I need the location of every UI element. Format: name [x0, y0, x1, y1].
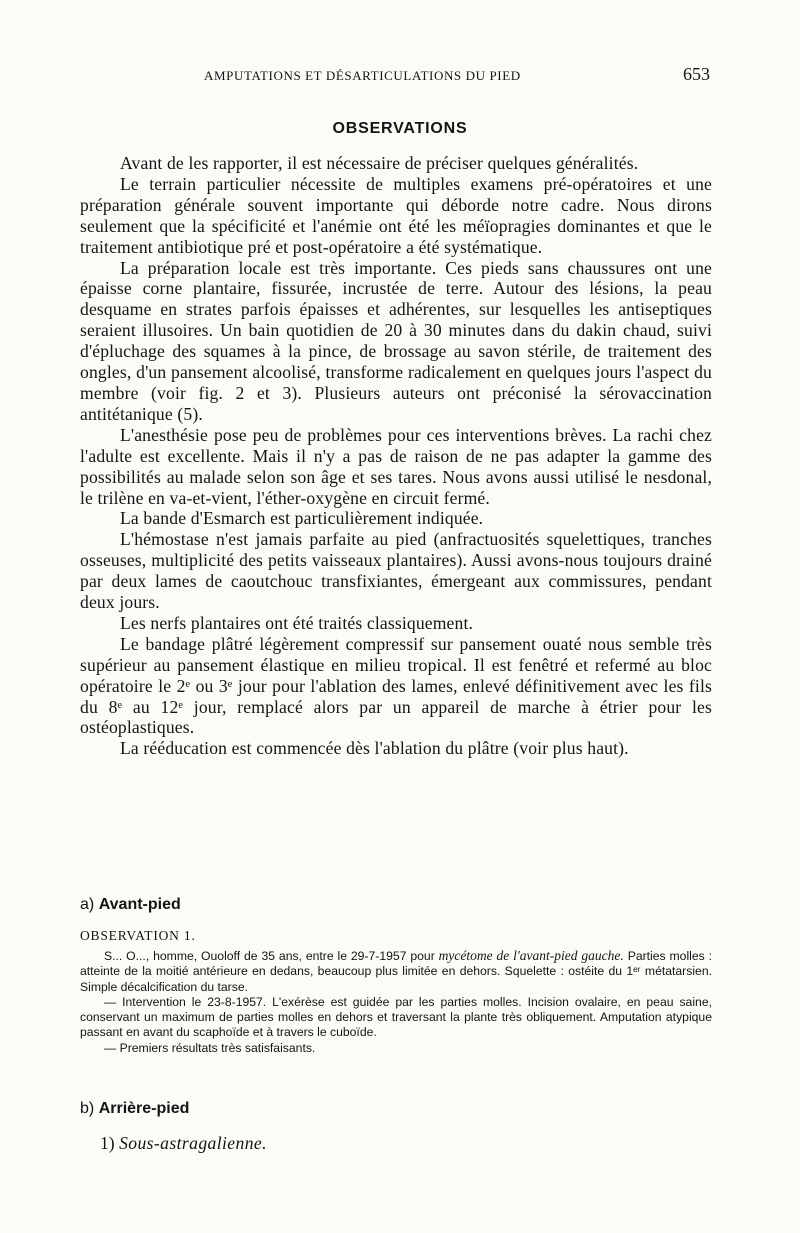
paragraph: La préparation locale est très importante. Ces pieds sans chaussures ont une épaisse corne plantaire, fissurée, incrustée de terre. Autour des lésions, la peau desquame en strates parfois épaisses et adhérentes, sur lesquelles les antiseptiques seraient illusoires. Un bain quotidien de 20 à 30 minutes dans du dakin chaud, suivi d'épluchage des squames à la pince, de brossage au savon stérile, de traitement des ongles, d'un pansement alcoolisé, transforme radicalement en quelques jours l'aspect du membre (voir fig. 2 et 3). Plusieurs auteurs ont préconisé la sérovaccination antitétanique (5). — [80, 257, 712, 424]
section-a-title: Avant-pied — [98, 896, 181, 913]
observation-findings: Parties molles : atteinte de la moitié antérieure en dedans, beaucoup plus limitée en dehors. Squelette : ostéite du 1ᵉʳ métatarsien. Simple décalcification du tarse. — [80, 949, 713, 994]
paragraph: Avant de les rapporter, il est nécessaire de préciser quelques généralités. — [120, 153, 639, 173]
section-b-marker: b) — [80, 1100, 95, 1117]
running-title: AMPUTATIONS ET DÉSARTICULATIONS DU PIED — [204, 68, 521, 83]
section-a-heading — [80, 896, 181, 914]
section-a-marker: a) — [80, 896, 95, 913]
observation-intervention: — Intervention le 23-8-1957. L'exérèse est guidée par les parties molles. Incision ovalaire, en peau saine, conservant un maximum de parties molles en dehors et traversant la plante très obliquement. Amputation atypique passant en avant du scaphoïde et à travers le cuboïde. — [80, 994, 712, 1040]
paragraph: Le terrain particulier nécessite de multiples examens pré-opératoires et une préparation générale souvent importante qui déborde notre cadre. Nous dirons seulement que la spécificité et l'anémie ont été les méïopragies dominantes et que le traitement antibiotique pré et post-opératoire a été systématique. — [80, 173, 712, 257]
paragraph: Les nerfs plantaires ont été traités classiquement. — [120, 612, 474, 633]
paragraph: Le bandage plâtré légèrement compressif sur pansement ouaté nous semble très supérieur au pansement élastique en milieu tropical. Il est fenêtré et refermé au bloc opératoire le 2ᵉ ou 3ᵉ jour pour l'ablation des lames, enlevé définitivement avec les fils du 8ᵉ au 12ᵉ jour, remplacé alors par un appareil de marche à étrier pour les ostéoplastiques. — [80, 633, 712, 738]
subsection-heading — [100, 1133, 267, 1154]
page-number: 653 — [683, 64, 710, 84]
body-text — [80, 153, 712, 759]
observation-text — [80, 948, 712, 1056]
section-b-heading — [80, 1100, 189, 1118]
observation-case — [80, 948, 712, 995]
paragraph: L'anesthésie pose peu de problèmes pour ces interventions brèves. La rachi chez l'adulte est excellente. Mais il n'y a pas de raison de ne pas adapter la gamme des possibilités au malade selon son âge et ses tares. Nous avons aussi utilisé le nesdonal, le trilène en va-et-vient, l'éther-oxygène en circuit fermé. — [80, 424, 712, 508]
observation-label: OBSERVATION 1. — [80, 928, 196, 943]
paragraph: La bande d'Esmarch est particulièrement indiquée. — [120, 508, 484, 529]
observation-diagnosis: mycétome de l'avant-pied gauche. — [438, 948, 624, 963]
paragraph: L'hémostase n'est jamais parfaite au pied (anfractuosités squelettiques, tranches osseuses, multiplicité des petits vaisseaux plantaires). Aussi avons-nous toujours drainé par deux lames de caoutchouc transfixiantes, émergeant aux commissures, pendant deux jours. — [80, 529, 712, 613]
section-b-title: Arrière-pied — [98, 1100, 190, 1117]
observation-intro: S... O..., homme, Ouoloff de 35 ans, entre le 29-7-1957 pour — [104, 949, 435, 963]
paragraph: La rééducation est commencée dès l'ablation du plâtre (voir plus haut). — [120, 738, 629, 759]
section-title: OBSERVATIONS — [332, 120, 468, 137]
observation-results: — Premiers résultats très satisfaisants. — [104, 1040, 316, 1055]
subsection-title: Sous-astragalienne. — [119, 1133, 267, 1153]
subsection-number: 1) — [100, 1133, 115, 1153]
